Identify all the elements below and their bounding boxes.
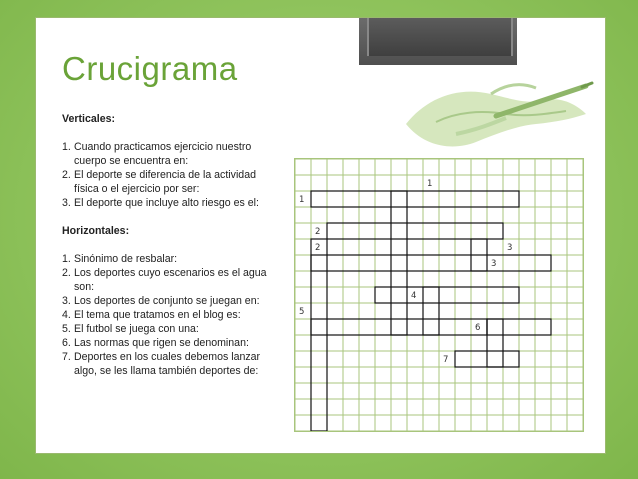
across-word-slot[interactable] bbox=[311, 255, 551, 271]
clue-text: Deportes en los cuales debemos lanzar algo, se les llama también deportes de: bbox=[74, 351, 261, 377]
clue-text: Las normas que rigen se denominan: bbox=[74, 337, 249, 349]
clue-item bbox=[62, 140, 282, 168]
clue-item bbox=[62, 308, 282, 322]
verticales-heading: Verticales: bbox=[62, 113, 116, 125]
clue-text: El tema que tratamos en el blog es: bbox=[74, 309, 241, 321]
horizontales-heading: Horizontales: bbox=[62, 225, 130, 237]
clue-number: 1. bbox=[62, 141, 71, 153]
clue-item bbox=[62, 350, 282, 378]
clue-number-label: 4 bbox=[411, 291, 417, 301]
header-photo bbox=[359, 18, 517, 65]
clue-number-label: 7 bbox=[443, 355, 449, 365]
clue-number-label: 2 bbox=[315, 243, 321, 253]
clue-item bbox=[62, 196, 282, 210]
clue-number: 7. bbox=[62, 351, 71, 363]
clue-number-label: 1 bbox=[427, 179, 433, 189]
slide bbox=[35, 17, 606, 454]
writing-hand-icon bbox=[396, 64, 596, 159]
clue-text: Cuando practicamos ejercicio nuestro cuerpo se encuentra en: bbox=[74, 141, 252, 167]
across-word-slot[interactable] bbox=[311, 191, 519, 207]
clue-number: 1. bbox=[62, 253, 71, 265]
clue-item bbox=[62, 336, 282, 350]
across-word-slot[interactable] bbox=[311, 319, 487, 335]
down-word-slot[interactable] bbox=[423, 287, 439, 335]
clue-number-label: 3 bbox=[491, 259, 497, 269]
clue-item bbox=[62, 252, 282, 266]
clue-number: 6. bbox=[62, 337, 71, 349]
clue-number-label: 6 bbox=[475, 323, 481, 333]
clue-text: El deporte se diferencia de la actividad física o el ejercicio por ser: bbox=[74, 169, 256, 195]
clue-number: 5. bbox=[62, 323, 71, 335]
horizontales-list bbox=[62, 252, 282, 378]
clue-text: El futbol se juega con una: bbox=[74, 323, 199, 335]
clue-number: 4. bbox=[62, 309, 71, 321]
clue-item bbox=[62, 322, 282, 336]
clue-number-label: 2 bbox=[315, 227, 321, 237]
down-word-slot[interactable] bbox=[487, 319, 503, 367]
clues-panel bbox=[62, 112, 282, 378]
clue-number: 2. bbox=[62, 169, 71, 181]
clue-number-label: 5 bbox=[299, 307, 305, 317]
across-word-slot[interactable] bbox=[327, 223, 503, 239]
clue-text: Los deportes cuyo escenarios es el agua son: bbox=[74, 267, 267, 293]
clue-item bbox=[62, 294, 282, 308]
down-word-slot[interactable] bbox=[391, 191, 407, 335]
clue-text: El deporte que incluye alto riesgo es el: bbox=[74, 197, 259, 209]
clue-text: Sinónimo de resbalar: bbox=[74, 253, 178, 265]
clue-number: 2. bbox=[62, 267, 71, 279]
header-photo-frame bbox=[367, 18, 513, 56]
verticales-list bbox=[62, 140, 282, 210]
clue-item bbox=[62, 266, 282, 294]
clue-text: Los deportes de conjunto se juegan en: bbox=[74, 295, 260, 307]
clue-number-label: 3 bbox=[507, 243, 513, 253]
clue-number-label: 1 bbox=[299, 195, 305, 205]
crossword-grid bbox=[294, 158, 584, 432]
clue-number: 3. bbox=[62, 197, 71, 209]
page-title: Crucigrama bbox=[62, 50, 238, 87]
clue-number: 3. bbox=[62, 295, 71, 307]
across-word-slot[interactable] bbox=[375, 287, 519, 303]
clue-item bbox=[62, 168, 282, 196]
